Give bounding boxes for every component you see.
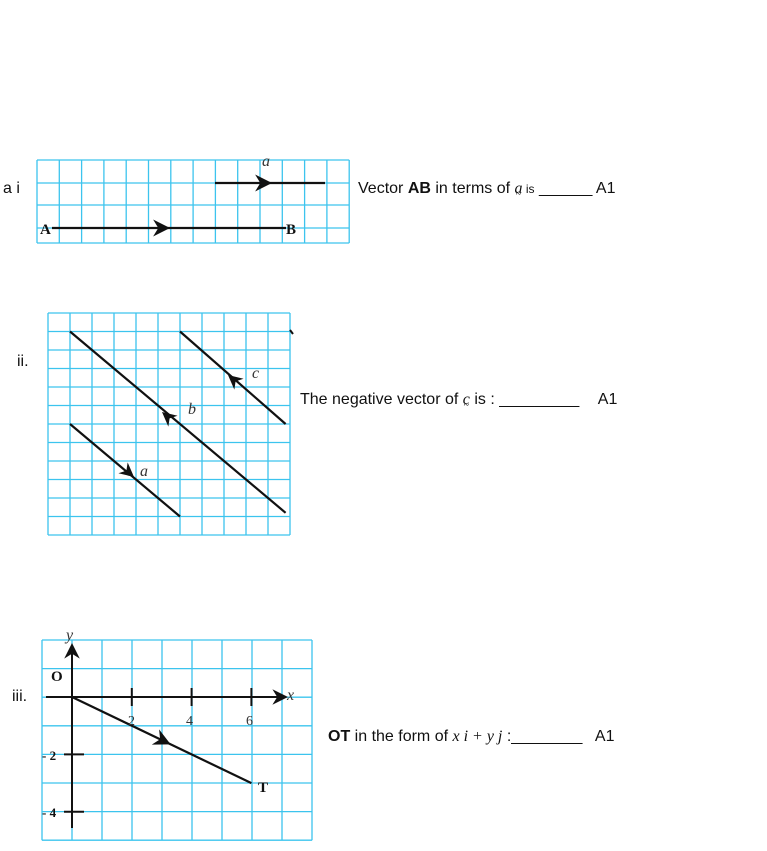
marks: A1: [595, 180, 616, 197]
text: Vector: [358, 180, 408, 197]
text: :: [502, 728, 512, 745]
question-text: [358, 180, 615, 198]
grid-figure-iii: [42, 640, 312, 840]
point-label-t: T: [258, 780, 269, 796]
text: is :: [469, 391, 500, 408]
y-tick-label: - 2: [42, 748, 57, 763]
vector-symbol: a ~: [515, 180, 523, 198]
question-number: iii.: [12, 688, 28, 705]
vector-line: [70, 424, 180, 517]
arrowhead-icon: [118, 462, 134, 477]
expression: x i + y j: [452, 728, 503, 745]
vector-symbol: c ~: [463, 391, 470, 409]
vector-label-c: c: [252, 365, 260, 382]
marks: A1: [597, 391, 618, 408]
y-axis-label: y: [66, 627, 74, 644]
grid-figure-ai: [37, 160, 349, 243]
marks: A1: [594, 728, 615, 745]
answer-blank[interactable]: _________: [499, 391, 580, 408]
x-tick-label: 2: [128, 714, 135, 729]
text: in the form of: [350, 728, 453, 745]
vector-label-b: b: [188, 401, 196, 418]
x-tick-label: 4: [186, 714, 193, 729]
question-text: [300, 391, 617, 409]
grid-figure-ii: [48, 313, 293, 535]
question-number: a i: [3, 180, 20, 197]
x-tick-label: 6: [246, 714, 253, 729]
vector-label-a: a: [262, 153, 270, 170]
vector-name: OT: [328, 728, 351, 745]
question-text: [328, 728, 614, 746]
point-label-b: B: [286, 222, 297, 238]
vector-name: AB: [407, 180, 431, 197]
text: in terms of: [430, 180, 515, 197]
text: is: [522, 182, 535, 196]
answer-blank[interactable]: ________: [511, 728, 583, 745]
question-number: ii.: [17, 353, 29, 370]
point-label-a: A: [40, 222, 51, 238]
vector-label-a: a: [140, 463, 148, 480]
vector-line: [70, 332, 286, 513]
answer-blank[interactable]: ______: [538, 180, 593, 197]
origin-label: O: [51, 669, 63, 685]
y-tick-label: - 4: [42, 805, 57, 820]
text: The negative vector of: [300, 391, 463, 408]
x-axis-label: x: [287, 687, 295, 704]
